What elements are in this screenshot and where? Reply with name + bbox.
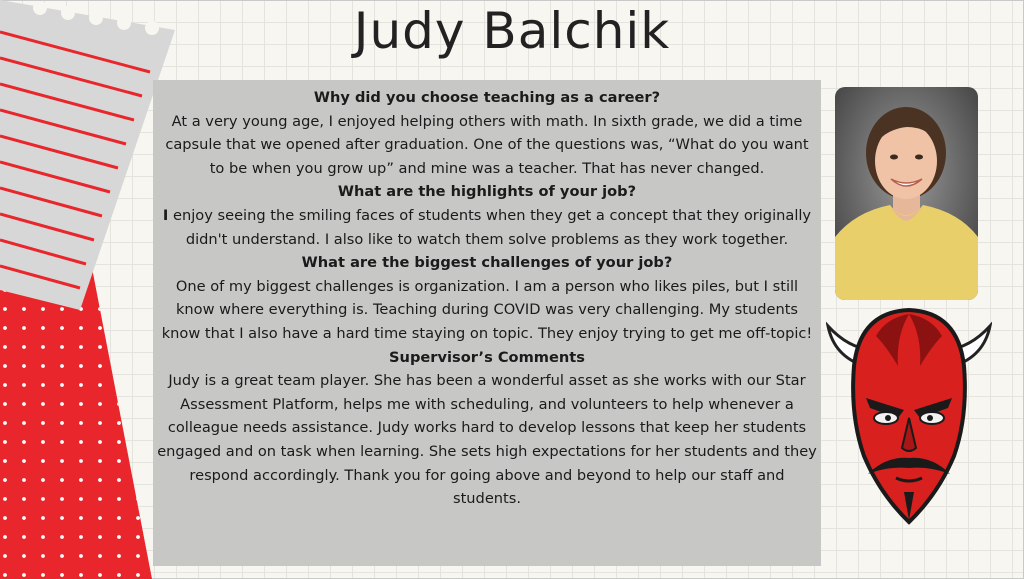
answer-career: At a very young age, I enjoyed helping others with math. In sixth grade, we did a time capsule that we opened after graduation. One of the questions was, “What do you want to be when you grow up” and mine was a teacher. That has never changed. <box>165 112 809 177</box>
answer-highlights-lead: I <box>162 206 169 224</box>
portrait-photo <box>835 87 978 300</box>
question-heading-challenges: What are the biggest challenges of your job? <box>301 254 673 272</box>
answer-highlights-body: enjoy seeing the smiling faces of students when they get a concept that they originally didn't understand. I also like to watch them solve problems as they work together. <box>168 206 812 248</box>
red-devil-mascot <box>826 306 992 526</box>
profile-text-panel <box>153 80 821 566</box>
supervisor-comments-heading: Supervisor’s Comments <box>389 348 585 366</box>
page-title: Judy Balchik <box>353 2 671 60</box>
question-heading-career: Why did you choose teaching as a career? <box>313 89 661 106</box>
question-heading-highlights: What are the highlights of your job? <box>337 183 637 201</box>
answer-challenges: One of my biggest challenges is organization. I am a person who likes piles, but I still know where everything is. Teaching during COVID was very challenging. My students know that I also have a hard time staying on topic. They enjoy trying to get me off-topic! <box>161 277 813 342</box>
supervisor-comments: Judy is a great team player. She has been a wonderful asset as she works with our Star Assessment Platform, helps me with scheduling, and volunteers to help whenever a colleague needs assistance. Judy works hard to develop lessons that keep her students engaged and on task when learning. She sets high expectations for her students and they respond accordingly. Thank you for going above and beyond to help our staff and students. <box>157 372 817 508</box>
answer-highlights <box>157 204 817 251</box>
